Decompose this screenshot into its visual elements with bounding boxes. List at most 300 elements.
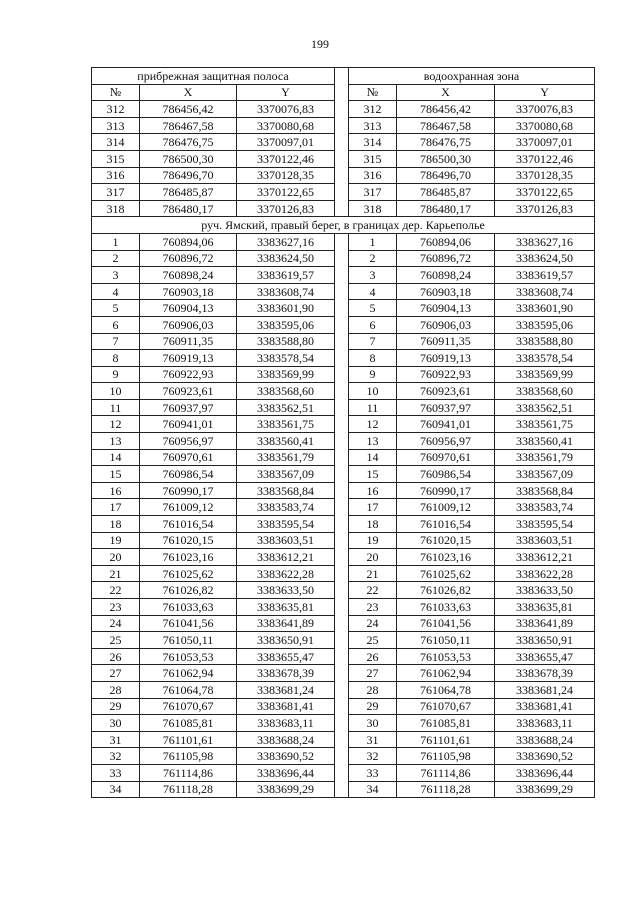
table-row (92, 101, 595, 118)
left-y-coordinate: 3383681,24 (237, 681, 335, 698)
left-point-number: 315 (92, 150, 140, 167)
right-y-coordinate: 3370122,46 (495, 150, 595, 167)
right-y-coordinate: 3383561,75 (495, 416, 595, 433)
left-y-coordinate: 3370080,68 (237, 117, 335, 134)
column-gap (335, 250, 349, 267)
table-row (92, 366, 595, 383)
column-gap (335, 150, 349, 167)
table-row (92, 615, 595, 632)
left-y-coordinate: 3383560,41 (237, 433, 335, 450)
table-row (92, 383, 595, 400)
left-x-coordinate: 760903,18 (140, 283, 237, 300)
left-y-coordinate: 3383603,51 (237, 532, 335, 549)
right-y-coordinate: 3383696,44 (495, 764, 595, 781)
right-point-number: 32 (349, 748, 397, 765)
left-point-number: 16 (92, 482, 140, 499)
right-y-coordinate: 3383562,51 (495, 399, 595, 416)
left-point-number: 1 (92, 233, 140, 250)
right-y-coordinate: 3383560,41 (495, 433, 595, 450)
table-row (92, 233, 595, 250)
left-y-coordinate: 3383583,74 (237, 499, 335, 516)
section-title-row (92, 217, 595, 234)
right-x-coordinate: 786456,42 (397, 101, 495, 118)
right-y-coordinate: 3383588,80 (495, 333, 595, 350)
left-y-coordinate: 3370097,01 (237, 134, 335, 151)
left-point-number: 317 (92, 184, 140, 201)
left-x-coordinate: 761016,54 (140, 516, 237, 533)
left-num-header: № (92, 84, 140, 101)
right-point-number: 10 (349, 383, 397, 400)
column-gap (335, 101, 349, 118)
right-y-coordinate: 3383633,50 (495, 582, 595, 599)
right-y-coordinate: 3383627,16 (495, 233, 595, 250)
right-x-coordinate: 760904,13 (397, 300, 495, 317)
right-point-number: 24 (349, 615, 397, 632)
table-row (92, 781, 595, 798)
right-x-coordinate: 760903,18 (397, 283, 495, 300)
left-point-number: 7 (92, 333, 140, 350)
left-x-coordinate: 761023,16 (140, 549, 237, 566)
right-x-coordinate: 760911,35 (397, 333, 495, 350)
table-row (92, 117, 595, 134)
right-x-coordinate: 760894,06 (397, 233, 495, 250)
right-point-number: 31 (349, 731, 397, 748)
table-row (92, 565, 595, 582)
right-point-number: 17 (349, 499, 397, 516)
left-y-coordinate: 3370122,65 (237, 184, 335, 201)
left-y-coordinate: 3383683,11 (237, 715, 335, 732)
column-gap (335, 134, 349, 151)
right-point-number: 313 (349, 117, 397, 134)
right-y-header: Y (495, 84, 595, 101)
right-y-coordinate: 3383650,91 (495, 632, 595, 649)
left-y-coordinate: 3383633,50 (237, 582, 335, 599)
table-row (92, 764, 595, 781)
table-row (92, 433, 595, 450)
column-gap (335, 366, 349, 383)
right-point-number: 11 (349, 399, 397, 416)
column-gap (335, 632, 349, 649)
left-x-coordinate: 786456,42 (140, 101, 237, 118)
column-gap (335, 267, 349, 284)
right-x-coordinate: 786485,87 (397, 184, 495, 201)
table-row (92, 681, 595, 698)
right-point-number: 2 (349, 250, 397, 267)
right-x-coordinate: 761009,12 (397, 499, 495, 516)
column-gap (335, 532, 349, 549)
table-row (92, 316, 595, 333)
right-x-coordinate: 761050,11 (397, 632, 495, 649)
right-point-number: 9 (349, 366, 397, 383)
left-y-coordinate: 3370076,83 (237, 101, 335, 118)
table-row (92, 449, 595, 466)
left-x-coordinate: 761114,86 (140, 764, 237, 781)
left-y-coordinate: 3383612,21 (237, 549, 335, 566)
left-zone-header: прибрежная защитная полоса (92, 68, 335, 85)
right-y-coordinate: 3383578,54 (495, 350, 595, 367)
left-point-number: 30 (92, 715, 140, 732)
left-x-coordinate: 760904,13 (140, 300, 237, 317)
right-point-number: 4 (349, 283, 397, 300)
left-x-coordinate: 760922,93 (140, 366, 237, 383)
left-y-coordinate: 3383569,99 (237, 366, 335, 383)
left-point-number: 22 (92, 582, 140, 599)
right-x-coordinate: 760922,93 (397, 366, 495, 383)
right-x-coordinate: 760956,97 (397, 433, 495, 450)
right-x-coordinate: 761026,82 (397, 582, 495, 599)
left-x-coordinate: 760919,13 (140, 350, 237, 367)
column-gap (335, 333, 349, 350)
left-point-number: 2 (92, 250, 140, 267)
left-point-number: 23 (92, 599, 140, 616)
right-x-coordinate: 786480,17 (397, 200, 495, 217)
right-point-number: 25 (349, 632, 397, 649)
table-row (92, 300, 595, 317)
right-point-number: 21 (349, 565, 397, 582)
left-x-coordinate: 761009,12 (140, 499, 237, 516)
right-y-coordinate: 3383595,06 (495, 316, 595, 333)
right-x-coordinate: 761025,62 (397, 565, 495, 582)
right-point-number: 16 (349, 482, 397, 499)
right-point-number: 8 (349, 350, 397, 367)
column-gap (335, 764, 349, 781)
column-gap (335, 399, 349, 416)
left-point-number: 17 (92, 499, 140, 516)
right-point-number: 30 (349, 715, 397, 732)
left-x-coordinate: 760990,17 (140, 482, 237, 499)
right-x-coordinate: 786476,75 (397, 134, 495, 151)
column-gap (335, 549, 349, 566)
left-point-number: 27 (92, 665, 140, 682)
table-row (92, 665, 595, 682)
right-point-number: 314 (349, 134, 397, 151)
table-row (92, 715, 595, 732)
right-point-number: 33 (349, 764, 397, 781)
column-gap (335, 731, 349, 748)
right-x-coordinate: 761062,94 (397, 665, 495, 682)
table-row (92, 698, 595, 715)
right-point-number: 22 (349, 582, 397, 599)
right-y-coordinate: 3383635,81 (495, 599, 595, 616)
column-gap (335, 615, 349, 632)
left-x-coordinate: 760986,54 (140, 466, 237, 483)
right-point-number: 312 (349, 101, 397, 118)
left-y-coordinate: 3383601,90 (237, 300, 335, 317)
right-x-header: X (397, 84, 495, 101)
right-x-coordinate: 760986,54 (397, 466, 495, 483)
left-x-coordinate: 760911,35 (140, 333, 237, 350)
left-point-number: 13 (92, 433, 140, 450)
table-row (92, 599, 595, 616)
left-point-number: 10 (92, 383, 140, 400)
right-y-coordinate: 3383595,54 (495, 516, 595, 533)
right-x-coordinate: 761118,28 (397, 781, 495, 798)
right-y-coordinate: 3383569,99 (495, 366, 595, 383)
right-x-coordinate: 760937,97 (397, 399, 495, 416)
right-y-coordinate: 3383612,21 (495, 549, 595, 566)
right-y-coordinate: 3383608,74 (495, 283, 595, 300)
right-y-coordinate: 3383683,11 (495, 715, 595, 732)
right-point-number: 34 (349, 781, 397, 798)
right-zone-header: водоохранная зона (349, 68, 595, 85)
left-point-number: 20 (92, 549, 140, 566)
right-x-coordinate: 761070,67 (397, 698, 495, 715)
column-gap (335, 316, 349, 333)
column-gap (335, 681, 349, 698)
right-x-coordinate: 761101,61 (397, 731, 495, 748)
left-x-coordinate: 760923,61 (140, 383, 237, 400)
left-y-coordinate: 3383655,47 (237, 648, 335, 665)
left-y-coordinate: 3383641,89 (237, 615, 335, 632)
right-point-number: 23 (349, 599, 397, 616)
left-x-coordinate: 760894,06 (140, 233, 237, 250)
table-row (92, 134, 595, 151)
column-gap (335, 599, 349, 616)
column-gap (335, 184, 349, 201)
right-y-coordinate: 3383690,52 (495, 748, 595, 765)
left-point-number: 28 (92, 681, 140, 698)
right-y-coordinate: 3383688,24 (495, 731, 595, 748)
right-x-coordinate: 761064,78 (397, 681, 495, 698)
right-x-coordinate: 760896,72 (397, 250, 495, 267)
right-y-coordinate: 3383603,51 (495, 532, 595, 549)
left-y-header: Y (237, 84, 335, 101)
right-point-number: 316 (349, 167, 397, 184)
table-row (92, 167, 595, 184)
column-gap (335, 781, 349, 798)
right-y-coordinate: 3370097,01 (495, 134, 595, 151)
left-x-coordinate: 760956,97 (140, 433, 237, 450)
left-point-number: 12 (92, 416, 140, 433)
left-x-coordinate: 760970,61 (140, 449, 237, 466)
left-y-coordinate: 3383650,91 (237, 632, 335, 649)
left-point-number: 34 (92, 781, 140, 798)
left-y-coordinate: 3383622,28 (237, 565, 335, 582)
left-point-number: 9 (92, 366, 140, 383)
column-gap (335, 748, 349, 765)
left-point-number: 312 (92, 101, 140, 118)
right-y-coordinate: 3383699,29 (495, 781, 595, 798)
right-point-number: 27 (349, 665, 397, 682)
left-x-coordinate: 761118,28 (140, 781, 237, 798)
column-gap (335, 466, 349, 483)
right-point-number: 7 (349, 333, 397, 350)
left-x-coordinate: 760896,72 (140, 250, 237, 267)
left-y-coordinate: 3383567,09 (237, 466, 335, 483)
column-gap (335, 416, 349, 433)
left-point-number: 8 (92, 350, 140, 367)
left-y-coordinate: 3383561,75 (237, 416, 335, 433)
column-gap (335, 665, 349, 682)
table-row (92, 250, 595, 267)
table-row (92, 399, 595, 416)
right-y-coordinate: 3370080,68 (495, 117, 595, 134)
right-x-coordinate: 761041,56 (397, 615, 495, 632)
left-point-number: 33 (92, 764, 140, 781)
left-point-number: 316 (92, 167, 140, 184)
left-y-coordinate: 3383635,81 (237, 599, 335, 616)
right-point-number: 6 (349, 316, 397, 333)
column-gap (335, 499, 349, 516)
right-y-coordinate: 3370076,83 (495, 101, 595, 118)
right-point-number: 28 (349, 681, 397, 698)
left-y-coordinate: 3383588,80 (237, 333, 335, 350)
left-point-number: 15 (92, 466, 140, 483)
table-row (92, 267, 595, 284)
right-y-coordinate: 3383568,84 (495, 482, 595, 499)
column-gap (335, 715, 349, 732)
right-point-number: 14 (349, 449, 397, 466)
right-x-coordinate: 761023,16 (397, 549, 495, 566)
column-gap (335, 648, 349, 665)
right-point-number: 29 (349, 698, 397, 715)
column-gap (335, 117, 349, 134)
table-row (92, 499, 595, 516)
column-gap (335, 582, 349, 599)
table-row (92, 532, 595, 549)
left-x-coordinate: 761085,81 (140, 715, 237, 732)
left-x-coordinate: 786476,75 (140, 134, 237, 151)
left-point-number: 313 (92, 117, 140, 134)
left-point-number: 4 (92, 283, 140, 300)
left-x-coordinate: 761033,63 (140, 599, 237, 616)
right-x-coordinate: 760898,24 (397, 267, 495, 284)
left-x-coordinate: 761064,78 (140, 681, 237, 698)
right-point-number: 15 (349, 466, 397, 483)
right-y-coordinate: 3383624,50 (495, 250, 595, 267)
column-gap (335, 449, 349, 466)
right-point-number: 315 (349, 150, 397, 167)
right-point-number: 19 (349, 532, 397, 549)
left-x-coordinate: 760906,03 (140, 316, 237, 333)
right-x-coordinate: 761114,86 (397, 764, 495, 781)
table-row (92, 731, 595, 748)
table-row (92, 200, 595, 217)
left-point-number: 32 (92, 748, 140, 765)
zone-header-row (92, 68, 595, 85)
left-y-coordinate: 3383568,60 (237, 383, 335, 400)
left-point-number: 24 (92, 615, 140, 632)
right-y-coordinate: 3370122,65 (495, 184, 595, 201)
right-x-coordinate: 761053,53 (397, 648, 495, 665)
column-gap (335, 68, 349, 85)
right-x-coordinate: 760970,61 (397, 449, 495, 466)
column-gap (335, 433, 349, 450)
right-x-coordinate: 760923,61 (397, 383, 495, 400)
left-x-coordinate: 761025,62 (140, 565, 237, 582)
right-x-coordinate: 761020,15 (397, 532, 495, 549)
right-y-coordinate: 3383568,60 (495, 383, 595, 400)
left-point-number: 21 (92, 565, 140, 582)
left-y-coordinate: 3383699,29 (237, 781, 335, 798)
left-x-coordinate: 761041,56 (140, 615, 237, 632)
left-y-coordinate: 3383627,16 (237, 233, 335, 250)
right-x-coordinate: 760990,17 (397, 482, 495, 499)
left-point-number: 19 (92, 532, 140, 549)
right-point-number: 13 (349, 433, 397, 450)
left-x-coordinate: 760941,01 (140, 416, 237, 433)
table-row (92, 184, 595, 201)
left-y-coordinate: 3383696,44 (237, 764, 335, 781)
right-x-coordinate: 760919,13 (397, 350, 495, 367)
right-y-coordinate: 3370126,83 (495, 200, 595, 217)
left-y-coordinate: 3370122,46 (237, 150, 335, 167)
table-row (92, 283, 595, 300)
right-point-number: 20 (349, 549, 397, 566)
left-point-number: 6 (92, 316, 140, 333)
right-x-coordinate: 786467,58 (397, 117, 495, 134)
right-num-header: № (349, 84, 397, 101)
right-y-coordinate: 3383561,79 (495, 449, 595, 466)
right-y-coordinate: 3383655,47 (495, 648, 595, 665)
table-row (92, 549, 595, 566)
left-y-coordinate: 3383562,51 (237, 399, 335, 416)
left-y-coordinate: 3383561,79 (237, 449, 335, 466)
left-y-coordinate: 3383678,39 (237, 665, 335, 682)
right-y-coordinate: 3383641,89 (495, 615, 595, 632)
left-y-coordinate: 3383595,06 (237, 316, 335, 333)
table-row (92, 632, 595, 649)
left-x-coordinate: 761105,98 (140, 748, 237, 765)
right-point-number: 318 (349, 200, 397, 217)
right-x-coordinate: 760941,01 (397, 416, 495, 433)
right-y-coordinate: 3370128,35 (495, 167, 595, 184)
left-y-coordinate: 3383608,74 (237, 283, 335, 300)
right-y-coordinate: 3383619,57 (495, 267, 595, 284)
right-y-coordinate: 3383622,28 (495, 565, 595, 582)
right-point-number: 5 (349, 300, 397, 317)
column-gap (335, 516, 349, 533)
left-x-header: X (140, 84, 237, 101)
right-y-coordinate: 3383681,24 (495, 681, 595, 698)
table-row (92, 582, 595, 599)
column-gap (335, 167, 349, 184)
left-y-coordinate: 3370128,35 (237, 167, 335, 184)
left-x-coordinate: 761070,67 (140, 698, 237, 715)
table-row (92, 466, 595, 483)
right-x-coordinate: 760906,03 (397, 316, 495, 333)
right-y-coordinate: 3383678,39 (495, 665, 595, 682)
right-y-coordinate: 3383583,74 (495, 499, 595, 516)
left-point-number: 5 (92, 300, 140, 317)
right-y-coordinate: 3383681,41 (495, 698, 595, 715)
column-gap (335, 565, 349, 582)
right-point-number: 18 (349, 516, 397, 533)
left-x-coordinate: 761026,82 (140, 582, 237, 599)
column-gap (335, 200, 349, 217)
right-y-coordinate: 3383601,90 (495, 300, 595, 317)
left-y-coordinate: 3383619,57 (237, 267, 335, 284)
right-point-number: 12 (349, 416, 397, 433)
column-gap (335, 383, 349, 400)
left-x-coordinate: 786467,58 (140, 117, 237, 134)
table-row (92, 416, 595, 433)
left-x-coordinate: 761020,15 (140, 532, 237, 549)
left-y-coordinate: 3383578,54 (237, 350, 335, 367)
right-y-coordinate: 3383567,09 (495, 466, 595, 483)
column-gap (335, 233, 349, 250)
table-row (92, 150, 595, 167)
left-x-coordinate: 786485,87 (140, 184, 237, 201)
table-row (92, 350, 595, 367)
left-x-coordinate: 786500,30 (140, 150, 237, 167)
right-point-number: 317 (349, 184, 397, 201)
right-point-number: 3 (349, 267, 397, 284)
column-gap (335, 84, 349, 101)
right-x-coordinate: 761085,81 (397, 715, 495, 732)
table-row (92, 333, 595, 350)
right-x-coordinate: 786496,70 (397, 167, 495, 184)
